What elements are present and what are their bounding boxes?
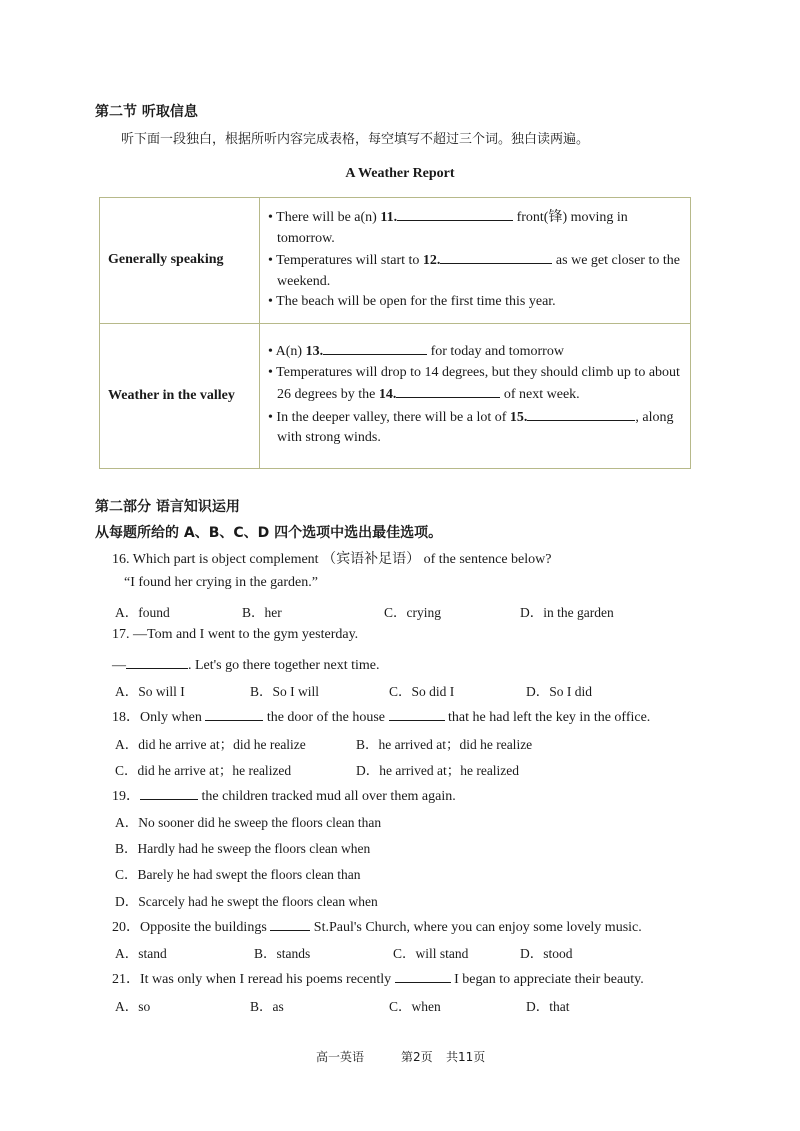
question-19-stem: 19． the children tracked mud all over them again. <box>112 785 456 805</box>
option-d[interactable]: D．So I did <box>526 684 593 699</box>
bullet-item: • There will be a(n) 11. front(锋) moving in tomorrow. <box>268 206 684 249</box>
question-17-stem: 17. —Tom and I went to the gym yesterday. <box>112 627 359 642</box>
answer-blank-17[interactable] <box>126 654 188 669</box>
question-20-stem: 20．Opposite the buildings St.Paul's Church, where you can enjoy some lovely music. <box>112 916 642 936</box>
section-heading: 第二节 听取信息 <box>95 104 198 120</box>
option-b[interactable]: B．stands <box>254 946 311 961</box>
option-c[interactable]: C．when <box>389 999 441 1014</box>
bullet-item: • A(n) 13. for today and tomorrow <box>268 340 684 363</box>
option-d[interactable]: D．he arrived at；he realized <box>356 763 520 778</box>
option-c[interactable]: C．Barely he had swept the floors clean than <box>115 867 361 882</box>
table-row <box>100 198 691 324</box>
option-c[interactable]: C．did he arrive at；he realized <box>115 763 292 778</box>
answer-blank-15[interactable] <box>527 406 635 421</box>
question-16-quote: “I found her crying in the garden.” <box>124 575 318 590</box>
part-heading: 第二部分 语言知识运用 <box>95 499 240 515</box>
option-d[interactable]: D．stood <box>520 946 573 961</box>
option-d[interactable]: D．Scarcely had he swept the floors clean when <box>115 894 378 909</box>
footer-subject: 高一英语 <box>316 1050 365 1064</box>
answer-blank-21[interactable] <box>395 968 451 983</box>
bullet-item: • Temperatures will start to 12. as we get closer to the weekend. <box>268 249 684 292</box>
row-label: Weather in the valley <box>100 323 260 468</box>
option-c[interactable]: C．So did I <box>389 684 455 699</box>
option-a[interactable]: A．So will I <box>115 684 185 699</box>
answer-blank-12[interactable] <box>440 249 552 264</box>
footer-total-pages: 共11页 <box>446 1050 486 1064</box>
option-d[interactable]: D．in the garden <box>520 605 614 620</box>
option-d[interactable]: D．that <box>526 999 570 1014</box>
answer-blank-18b[interactable] <box>389 706 445 721</box>
question-17-reply: — . Let's go there together next time. <box>112 654 379 674</box>
answer-blank-20[interactable] <box>270 916 310 931</box>
answer-blank-18a[interactable] <box>205 706 263 721</box>
section-instruction: 听下面一段独白，根据所听内容完成表格，每空填写不超过三个词。独白读两遍。 <box>121 132 590 147</box>
option-a[interactable]: A．found <box>115 605 170 620</box>
option-b[interactable]: B．Hardly had he sweep the floors clean when <box>115 841 371 856</box>
row-content <box>260 198 691 324</box>
answer-blank-19[interactable] <box>140 785 198 800</box>
option-b[interactable]: B．he arrived at；did he realize <box>356 737 533 752</box>
weather-report-table <box>99 197 691 469</box>
row-content <box>260 323 691 468</box>
option-a[interactable]: A．stand <box>115 946 167 961</box>
option-c[interactable]: C．will stand <box>393 946 469 961</box>
option-b[interactable]: B．her <box>242 605 282 620</box>
answer-blank-11[interactable] <box>397 206 513 221</box>
question-18-stem: 18．Only when the door of the house that he had left the key in the office. <box>112 706 650 726</box>
table-title: A Weather Report <box>345 166 455 181</box>
bullet-item: • The beach will be open for the first time this year. <box>268 294 556 309</box>
option-a[interactable]: A．No sooner did he sweep the floors clean than <box>115 815 382 830</box>
part-instruction: 从每题所给的 A、B、C、D 四个选项中选出最佳选项。 <box>95 525 443 541</box>
answer-blank-14[interactable] <box>396 383 500 398</box>
option-b[interactable]: B．as <box>250 999 284 1014</box>
bullet-item: • Temperatures will drop to 14 degrees, but they should climb up to about 26 degrees by the 14. of next week. <box>268 364 680 403</box>
option-c[interactable]: C．crying <box>384 605 441 620</box>
footer-page-number: 第2页 <box>401 1050 433 1064</box>
question-21-stem: 21．It was only when I reread his poems recently I began to appreciate their beauty. <box>112 968 644 988</box>
option-a[interactable]: A．did he arrive at；did he realize <box>115 737 306 752</box>
bullet-item: • In the deeper valley, there will be a lot of 15. , along with strong winds. <box>268 406 684 449</box>
option-b[interactable]: B．So I will <box>250 684 320 699</box>
question-16-stem: 16. Which part is object complement （宾语补足语） of the sentence below? <box>112 552 552 567</box>
option-a[interactable]: A．so <box>115 999 151 1014</box>
answer-blank-13[interactable] <box>323 340 427 355</box>
row-label: Generally speaking <box>100 198 260 324</box>
table-row <box>100 323 691 468</box>
